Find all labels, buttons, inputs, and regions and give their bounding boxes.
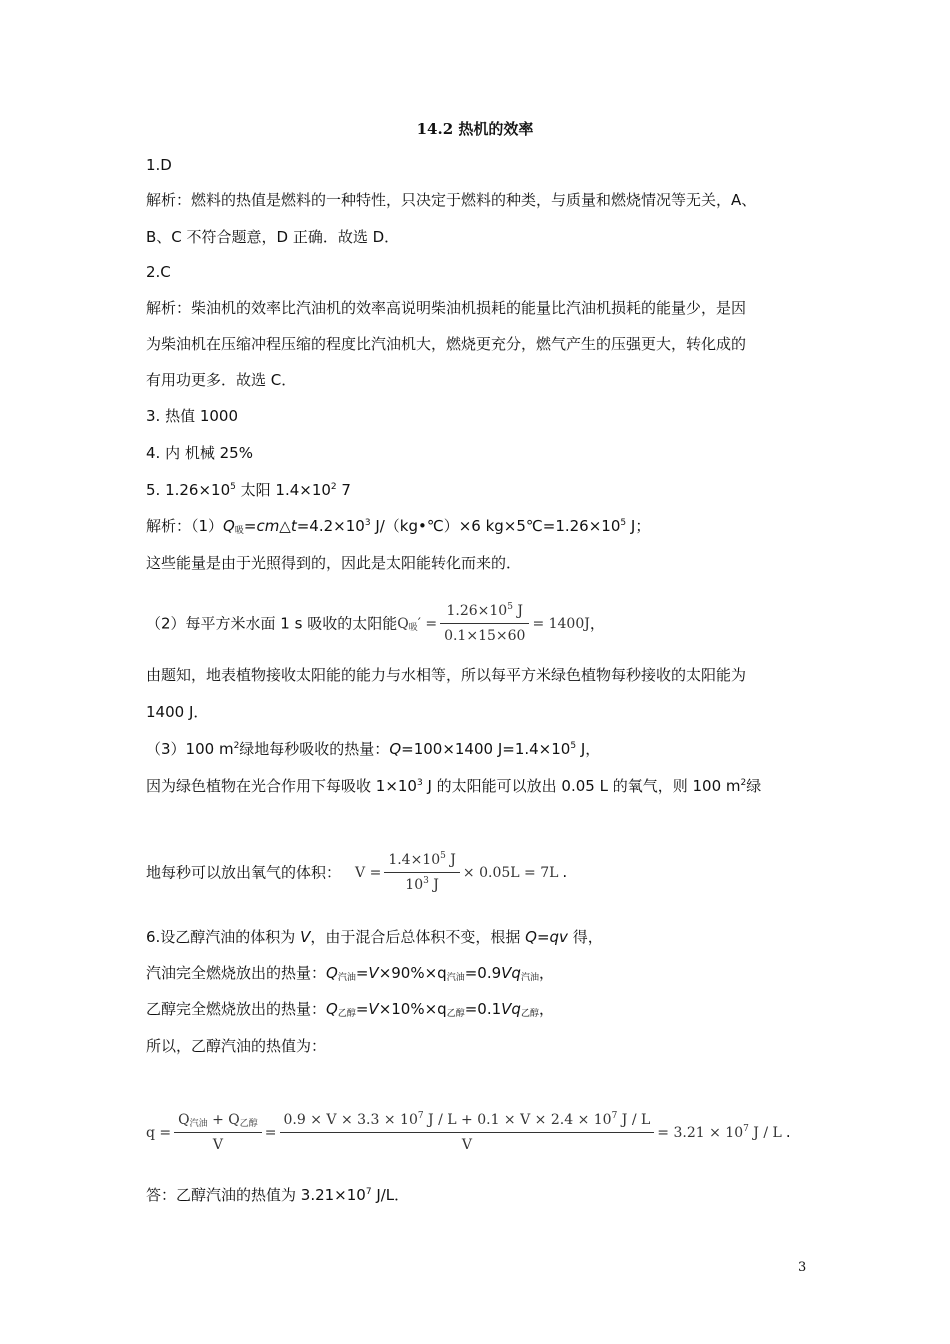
q5-answer-part: 7 [336,481,351,499]
numerator [440,602,529,624]
value-part: =0.9 [464,964,502,982]
q6-answer [146,1185,409,1205]
value-part: ×10%×q [378,1000,447,1018]
q6-intro [146,927,603,947]
unit: J / L [748,1124,782,1141]
symbol-q: Q [223,517,235,535]
step-label: （3）100 m [146,740,234,758]
text-part: 绿地每秒吸收的热量： [239,740,390,758]
q5-step3-volume [146,848,567,897]
q3-answer: 3. 热值 1000 [146,407,239,425]
symbol-vq: Vq [501,964,521,982]
numerator [280,1111,655,1133]
subscript: 乙醇 [239,1119,258,1129]
exponent: 5 [507,602,513,612]
value-part: ×90%×q [378,964,447,982]
equals-sign: = [536,928,550,946]
equals-sign: = [355,1000,369,1018]
formula-qv: qv [549,928,568,946]
text-part: 因为绿色植物在光合作用下每吸收 1×10 [146,777,417,795]
prime-equals: ′ = [417,615,438,632]
subscript: 乙醇 [446,1009,465,1019]
exponent: 3 [423,876,429,886]
exponent: 2 [330,482,337,492]
unit: J [512,603,524,619]
value-part: J； [626,517,651,535]
exponent: 2 [233,741,240,751]
q1-analysis-line-2: B、C 不符合题意，D 正确．故选 D． [146,228,400,246]
denominator: 0.1×15×60 [444,628,526,644]
fraction [280,1111,655,1154]
text-part: 汽油完全燃烧放出的热量： [146,964,327,982]
exponent: 7 [365,1187,372,1197]
subscript: 吸 [234,526,244,536]
denominator: V [212,1137,224,1153]
exponent: 5 [230,482,236,492]
page-number: 3 [798,1260,807,1275]
value-part: + Q [207,1112,240,1128]
result: = 3.21 × 10 [657,1124,744,1141]
q6-so: 所以，乙醇汽油的热值为： [146,1037,327,1055]
symbol-q: Q [525,928,537,946]
result: = 1400J [532,615,590,632]
q6-heat-value-formula [146,1108,791,1157]
equals-sign: = [355,964,369,982]
q5-answer-part: 5. 1.26×10 [146,481,231,499]
subscript: 乙醇 [337,1009,356,1019]
symbol-q: q = [146,1124,172,1141]
exponent: 7 [417,1111,424,1121]
value-part: 1.4×10 [388,852,441,868]
fraction [174,1111,262,1154]
value-part: 0.9 × V × 3.3 × 10 [283,1112,418,1128]
subscript: 汽油 [446,973,465,983]
q5-answer [146,480,351,500]
symbol-v: V [300,928,311,946]
subscript: 乙醇 [520,1009,539,1019]
text-part: 绿 [746,777,762,795]
q1-answer: 1.D [146,156,172,174]
punctuation: . [785,1123,791,1141]
exponent: 2 [740,778,747,788]
text-part: 答：乙醇汽油的热值为 3.21×10 [146,1186,366,1204]
text-part: J/L． [371,1186,410,1204]
q1-analysis-line-1: 解析：燃料的热值是燃料的一种特性，只决定于燃料的种类，与质量和燃烧情况等无关，A、 [146,191,757,209]
value-part: =4.2×10 [296,517,365,535]
exponent: 7 [611,1111,618,1121]
q5-step1 [146,516,650,536]
page-title: 14.2 热机的效率 [416,120,534,138]
symbol-q: Q [178,1112,190,1128]
symbol-v: V = [355,864,382,881]
punctuation: . [562,863,568,881]
subscript: 汽油 [189,1119,208,1129]
text-part: 乙醇完全燃烧放出的热量： [146,1000,327,1018]
q5-step3 [146,739,600,759]
formula-cmt: cm△t [256,517,297,535]
value-part: J， [576,740,601,758]
numerator [384,851,460,873]
q6-gasoline-heat [146,963,554,983]
value-part: =0.1 [464,1000,502,1018]
exponent: 5 [440,851,446,861]
q5-step2-note-line-1: 由题知，地表植物接收太阳能的能力与水相等，所以每平方米绿色植物每秒接收的太阳能为 [146,666,747,684]
unit: J / L [617,1112,651,1128]
q6-ethanol-heat [146,999,554,1019]
denominator: V [461,1137,472,1153]
exponent: 3 [416,778,423,788]
exponent: 5 [620,518,627,528]
text-part: 6.设乙醇汽油的体积为 [146,928,301,946]
q5-step1-note: 这些能量是由于光照得到的，因此是太阳能转化而来的． [146,554,522,572]
q5-answer-part: 太阳 1.4×10 [235,481,331,499]
value-part: 10 [405,877,424,893]
result: × 0.05L = 7L [462,864,559,881]
punctuation: ， [538,1000,554,1018]
exponent: 5 [570,741,577,751]
unit: J [428,877,439,893]
q5-step2-note-line-2: 1400 J． [146,703,209,721]
symbol-v: V [368,1000,379,1018]
q5-step2 [146,601,605,646]
subscript: 汽油 [337,973,356,983]
punctuation: ， [589,614,605,633]
text-part: ，由于混合后总体积不变，根据 [310,928,526,946]
symbol-v: V [368,964,379,982]
q2-analysis-line-1: 解析：柴油机的效率比汽油机的效率高说明柴油机损耗的能量比汽油机损耗的能量少，是因 [146,299,747,317]
text-part: 得， [567,928,603,946]
text-part: J 的太阳能可以放出 0.05 L 的氧气，则 100 m [422,777,741,795]
equals-sign: = [243,517,257,535]
equals-sign: = [264,1124,277,1141]
fraction [384,851,460,894]
exponent: 3 [364,518,371,528]
value-part: 1.26×10 [446,603,508,619]
symbol-vq: Vq [501,1000,521,1018]
symbol-q: Q [326,964,338,982]
subscript: 吸 [408,622,418,633]
fraction [440,602,529,645]
value-part: J/（kg•℃）×6 kg×5℃=1.26×10 [370,517,621,535]
unit: J [445,852,456,868]
exponent: 7 [743,1123,749,1134]
symbol-q: Q [389,740,402,758]
symbol-q: Q [326,1000,338,1018]
q2-analysis-line-3: 有用功更多．故选 C． [146,371,297,389]
denominator [384,873,460,894]
step-label: 解析：（1） [146,517,224,535]
q2-analysis-line-2: 为柴油机在压缩冲程压缩的程度比汽油机大，燃烧更充分，燃气产生的压强更大，转化成的 [146,335,747,353]
value-part: J / L + 0.1 × V × 2.4 × 10 [423,1112,612,1128]
value-part: =100×1400 J=1.4×10 [401,740,571,758]
text-part: 地每秒可以放出氧气的体积： [146,863,342,882]
q4-answer: 4. 内 机械 25% [146,444,253,462]
q5-step3-note [146,776,761,796]
punctuation: ， [538,964,554,982]
step-label: （2）每平方米水面 1 s 吸收的太阳能 [146,614,398,633]
symbol-q: Q [397,615,409,632]
subscript: 汽油 [520,973,539,983]
numerator [174,1111,262,1133]
q2-answer: 2.C [146,263,171,281]
